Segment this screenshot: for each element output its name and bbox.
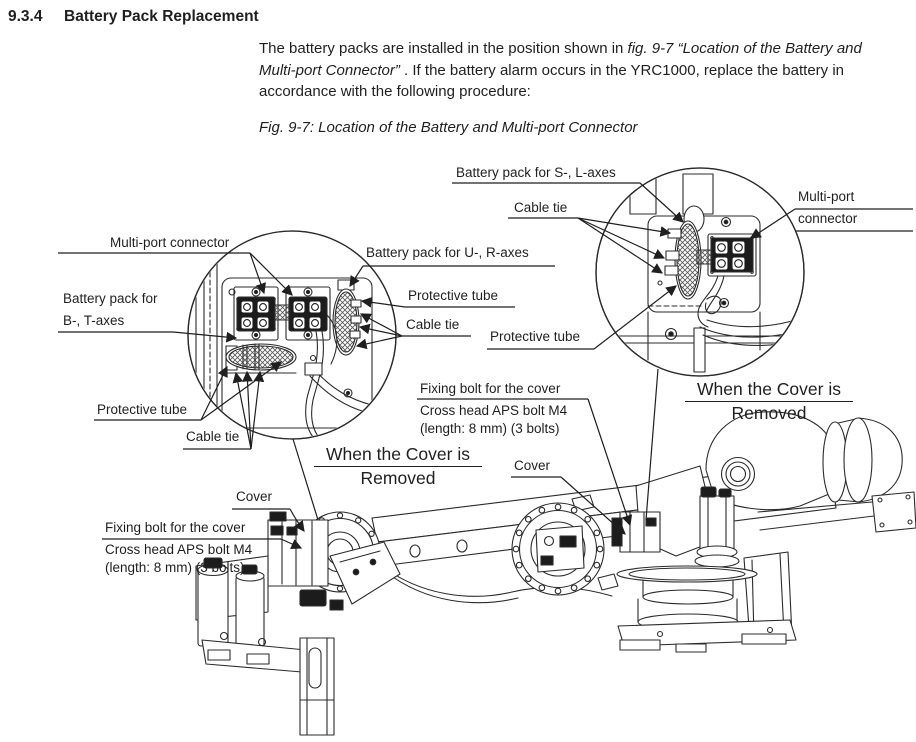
- intro-text-1: The battery packs are installed in the position shown in: [259, 40, 628, 57]
- figure-caption: Fig. 9-7: Location of the Battery and Multi-port Connector: [259, 119, 638, 136]
- label-cover-mid: Cover: [514, 458, 551, 473]
- note-right-line2: Removed: [731, 403, 807, 423]
- section-number: 9.3.4: [8, 8, 43, 25]
- label-protective-tube-mid: Protective tube: [408, 288, 499, 303]
- label-fixing-bolt-bottom-title: Fixing bolt for the cover: [105, 520, 246, 535]
- label-cable-tie-mid: Cable tie: [406, 317, 460, 332]
- label-battery-pack-ur: Battery pack for U-, R-axes: [366, 245, 529, 260]
- label-fixing-bolt-right-spec2: (length: 8 mm) (3 bolts): [420, 421, 560, 436]
- note-left-line2: Removed: [360, 468, 436, 488]
- label-battery-pack-bt-line1: Battery pack for: [63, 291, 158, 306]
- note-right-line1: When the Cover is: [685, 379, 853, 402]
- label-protective-tube-bottom: Protective tube: [97, 402, 188, 417]
- label-battery-pack-bt-line2: B-, T-axes: [63, 313, 125, 328]
- label-multiport-right-line1: Multi-port: [798, 189, 855, 204]
- section-title: Battery Pack Replacement: [64, 8, 259, 25]
- note-cover-removed-right: [685, 379, 853, 424]
- label-cable-tie-bottom: Cable tie: [186, 429, 240, 444]
- note-cover-removed-left: [314, 444, 482, 489]
- label-multiport-right-line2: connector: [798, 211, 858, 226]
- right-inset: [596, 168, 804, 376]
- label-multiport-left: Multi-port connector: [110, 235, 230, 250]
- note-left-line1: When the Cover is: [314, 444, 482, 467]
- label-fixing-bolt-bottom-spec2: (length: 8 mm) (3 bolts): [105, 560, 245, 575]
- label-cable-tie-top: Cable tie: [514, 200, 568, 215]
- robot-body: [196, 412, 916, 735]
- label-fixing-bolt-right-title: Fixing bolt for the cover: [420, 381, 561, 396]
- intro-text-2: . If the battery alarm occurs in the YRC1000, replace the battery in accordance with the following procedure:: [259, 61, 845, 100]
- label-battery-pack-sl: Battery pack for S-, L-axes: [456, 165, 616, 180]
- label-fixing-bolt-bottom-spec1: Cross head APS bolt M4: [105, 542, 253, 557]
- intro-text-italic: fig. 9-7 “Location of the Battery and Multi-port Connector”: [259, 40, 862, 79]
- label-cover-bottom: Cover: [236, 489, 273, 504]
- label-fixing-bolt-right-spec1: Cross head APS bolt M4: [420, 403, 568, 418]
- left-inset: [188, 231, 396, 451]
- label-protective-tube-right: Protective tube: [490, 329, 581, 344]
